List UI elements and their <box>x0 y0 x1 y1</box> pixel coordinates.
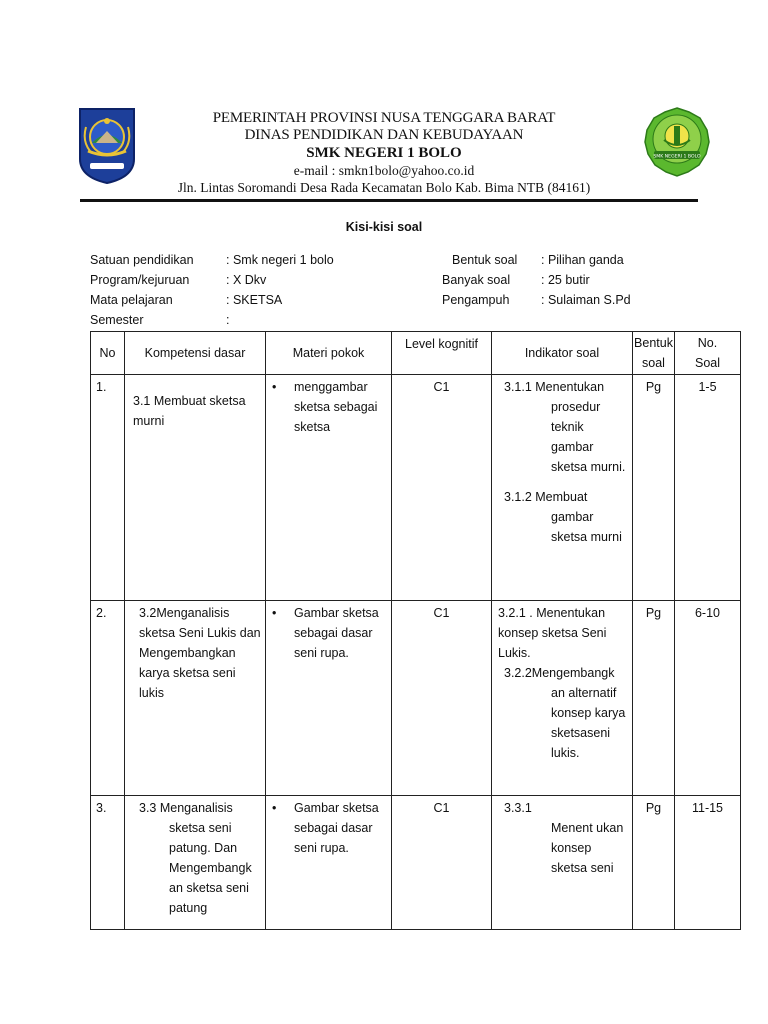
indikator-body: Menent ukan konsep sketsa seni <box>551 821 624 875</box>
letterhead-government: PEMERINTAH PROVINSI NUSA TENGGARA BARAT <box>212 110 556 126</box>
cell-materi <box>266 796 392 930</box>
indikator-item <box>498 603 628 663</box>
table-row <box>91 796 741 930</box>
provinsi-ntb-emblem-icon <box>78 107 136 185</box>
cell-level: C1 <box>392 601 492 796</box>
kompetensi-body: murni <box>133 414 165 428</box>
info-labels-right <box>442 250 542 310</box>
info-label: Pengampuh <box>442 293 510 307</box>
letterhead-school: SMK NEGERI 1 BOLO <box>306 145 462 161</box>
cell-materi <box>266 375 392 601</box>
bullet-icon: • <box>272 380 277 394</box>
materi-bullet-item <box>272 603 387 663</box>
info-value: : Pilihan ganda <box>541 253 624 267</box>
indikator-item <box>498 487 628 547</box>
indikator-item <box>498 663 628 763</box>
header-bentuk-line2: soal <box>642 356 665 370</box>
kompetensi-body: sketsa seni patung. Dan Mengembangk an sketsa seni patung <box>169 821 252 915</box>
emblem-label: SMK NEGERI 1 BOLO <box>653 154 701 160</box>
info-label: Semester <box>90 313 144 327</box>
materi-bullet-item <box>272 377 387 437</box>
info-labels-left <box>90 250 230 330</box>
info-value: : <box>226 313 230 327</box>
indikator-head: 3.3.1 <box>504 801 532 815</box>
header-indikator: Indikator soal <box>492 332 633 375</box>
materi-text: menggambar sketsa sebagai sketsa <box>294 380 378 434</box>
info-value: : SKETSA <box>226 293 283 307</box>
cell-bentuk: Pg <box>633 375 675 601</box>
cell-kompetensi <box>125 375 266 601</box>
materi-text: Gambar sketsa sebagai dasar seni rupa. <box>294 606 379 660</box>
letterhead <box>150 110 618 196</box>
materi-bullet-item <box>272 798 387 858</box>
table-row <box>91 375 741 601</box>
kompetensi-head: 3.3 Menganalisis <box>139 801 233 815</box>
info-value: : 25 butir <box>541 273 590 287</box>
info-label: Mata pelajaran <box>90 293 173 307</box>
header-nosoal <box>675 332 741 375</box>
header-kompetensi: Kompetensi dasar <box>125 332 266 375</box>
header-materi: Materi pokok <box>266 332 392 375</box>
cell-kompetensi: 3.2Menganalisis sketsa Seni Lukis dan Mengembangkan karya sketsa seni lukis <box>125 601 266 796</box>
info-label: Satuan pendidikan <box>90 253 194 267</box>
info-label: Bentuk soal <box>452 253 518 267</box>
cell-level: C1 <box>392 796 492 930</box>
indikator-head: 3.2.1 . Menentukan konsep sketsa Seni Lukis. <box>498 606 607 660</box>
smk-negeri-1-bolo-emblem-icon <box>642 106 712 178</box>
cell-indikator <box>492 796 633 930</box>
info-label: Banyak soal <box>442 273 511 287</box>
indikator-item <box>498 377 628 477</box>
cell-kompetensi <box>125 796 266 930</box>
indikator-body: gambar sketsa murni <box>551 510 622 544</box>
info-value: : X Dkv <box>226 273 267 287</box>
letterhead-email: e-mail : smkn1bolo@yahoo.co.id <box>293 163 475 178</box>
cell-no: 2. <box>91 601 125 796</box>
indikator-head: 3.1.2 Membuat <box>504 490 588 504</box>
cell-nosoal: 11-15 <box>675 796 741 930</box>
kisi-kisi-table <box>90 331 741 930</box>
indikator-body: prosedur teknik gambar sketsa murni. <box>551 400 626 474</box>
letterhead-address: Jln. Lintas Soromandi Desa Rada Kecamatan Bolo Kab. Bima NTB (84161) <box>177 180 591 195</box>
indikator-body: an alternatif konsep karya sketsaseni lukis. <box>551 686 626 760</box>
cell-indikator <box>492 375 633 601</box>
info-value: : Smk negeri 1 bolo <box>226 253 334 267</box>
info-values-right <box>541 250 691 310</box>
header-nosoal-line1: No. <box>697 336 718 350</box>
header-no: No <box>91 332 125 375</box>
cell-bentuk: Pg <box>633 601 675 796</box>
kompetensi-head: 3.1 Membuat sketsa <box>133 394 246 408</box>
cell-no: 1. <box>91 375 125 601</box>
table-header-row <box>91 332 741 375</box>
header-level: Level kognitif <box>392 332 492 375</box>
header-bentuk-line1: Bentuk <box>634 336 673 350</box>
table-row <box>91 601 741 796</box>
cell-no: 3. <box>91 796 125 930</box>
letterhead-department: DINAS PENDIDIKAN DAN KEBUDAYAAN <box>244 127 524 143</box>
indikator-head: 3.2.2Mengembangk <box>504 666 615 680</box>
cell-indikator <box>492 601 633 796</box>
cell-nosoal: 6-10 <box>675 601 741 796</box>
info-values-left <box>226 250 426 330</box>
cell-materi <box>266 601 392 796</box>
cell-level: C1 <box>392 375 492 601</box>
header-bentuk <box>633 332 675 375</box>
bullet-icon: • <box>272 606 277 620</box>
letterhead-divider <box>80 199 698 202</box>
header-nosoal-line2: Soal <box>694 356 721 370</box>
page-title: Kisi-kisi soal <box>345 220 423 234</box>
info-label: Program/kejuruan <box>90 273 190 287</box>
indikator-head: 3.1.1 Menentukan <box>504 380 605 394</box>
cell-bentuk: Pg <box>633 796 675 930</box>
info-value: : Sulaiman S.Pd <box>541 293 631 307</box>
materi-text: Gambar sketsa sebagai dasar seni rupa. <box>294 801 379 855</box>
cell-nosoal: 1-5 <box>675 375 741 601</box>
bullet-icon: • <box>272 801 277 815</box>
